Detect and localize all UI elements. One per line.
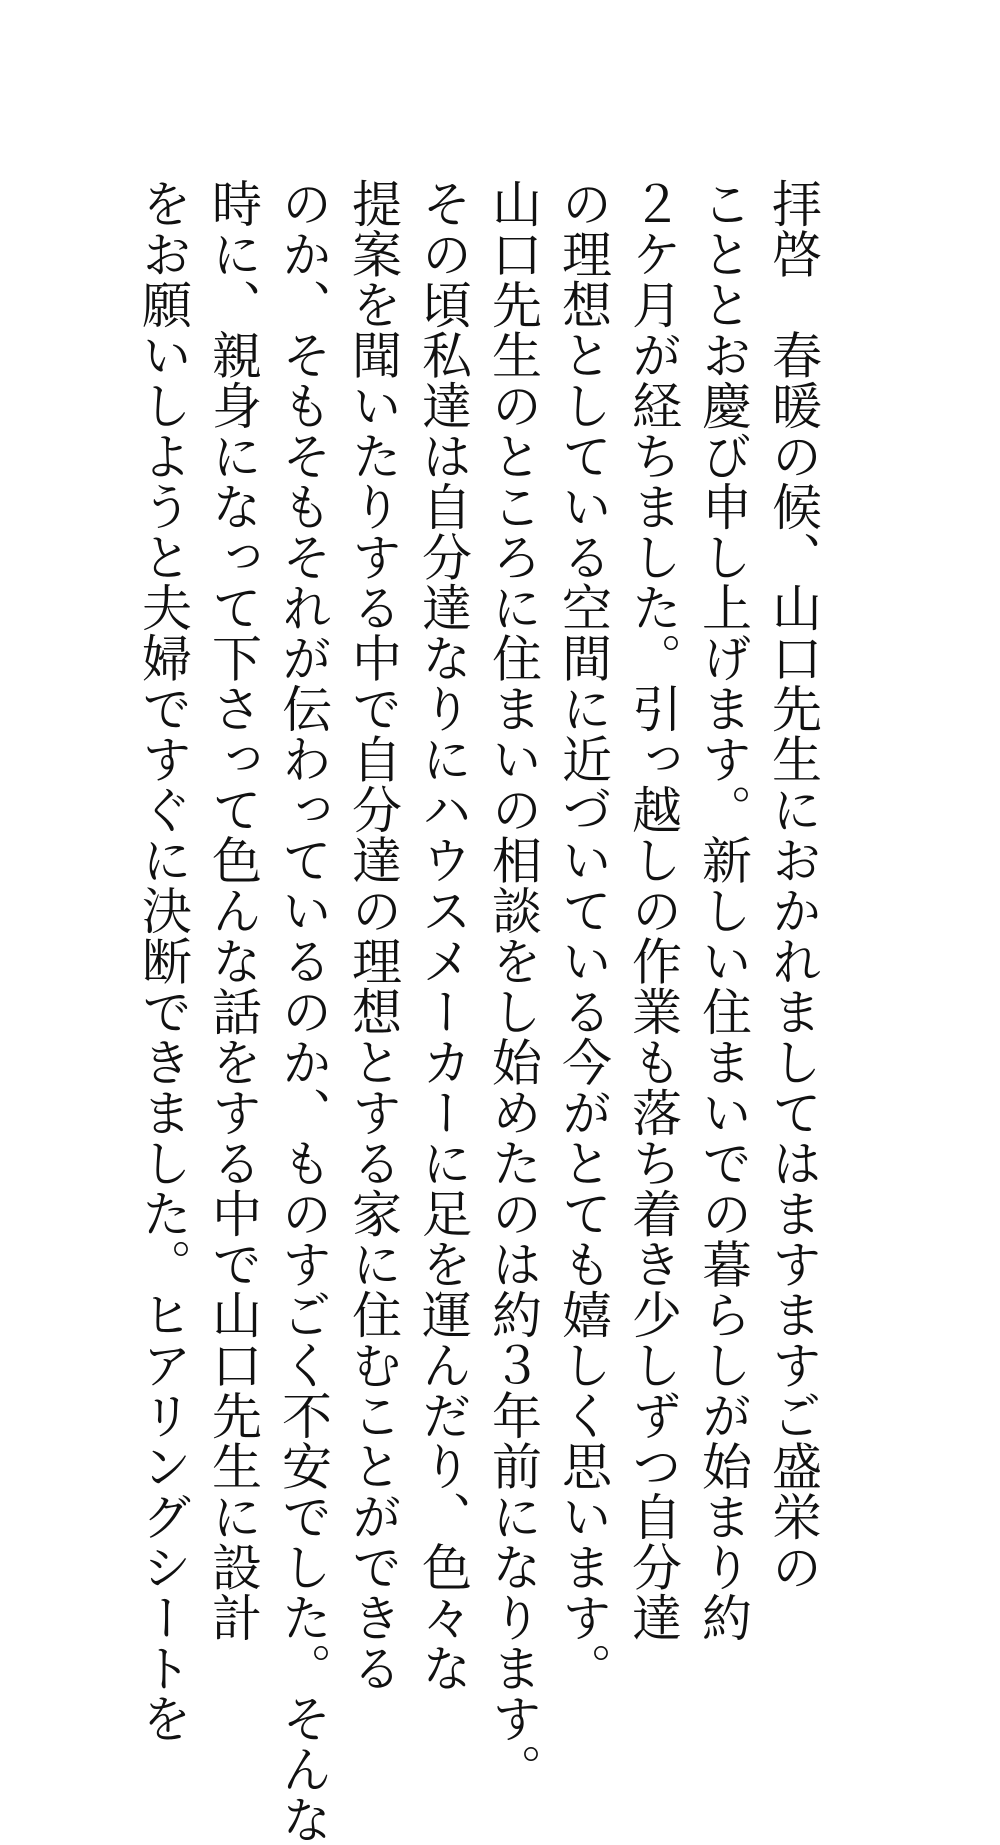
letter-line-9: 時に、親身になって下さって色んな話をする中で山口先生に設計 — [204, 178, 262, 1643]
letter-line-3: ２ケ月が経ちました。引っ越しの作業も落ち着き少しずつ自分達 — [624, 178, 682, 1643]
letter-line-8: のか、そもそもそれが伝わっているのか、ものすごく不安でした。そんな — [274, 178, 332, 1845]
letter-line-10: をお願いしようと夫婦ですぐに決断できました。ヒアリングシートを — [134, 178, 192, 1744]
handwritten-letter — [128, 178, 828, 1845]
letter-line-6: その頃私達は自分達なりにハウスメーカーに足を運んだり、色々な — [414, 178, 472, 1693]
letter-line-1: 拝啓 春暖の候、山口先生におかれましてはますますご盛栄の — [764, 178, 822, 1592]
letter-line-7: 提案を聞いたりする中で自分達の理想とする家に住むことができる — [344, 178, 402, 1693]
letter-line-4: の理想としている空間に近づいている今がとても嬉しく思います。 — [554, 178, 612, 1693]
letter-line-5: 山口先生のところに住まいの相談をし始めたのは約３年前になります。 — [484, 178, 542, 1794]
letter-line-2: こととお慶び申し上げます。新しい住まいでの暮らしが始まり約 — [694, 178, 752, 1643]
